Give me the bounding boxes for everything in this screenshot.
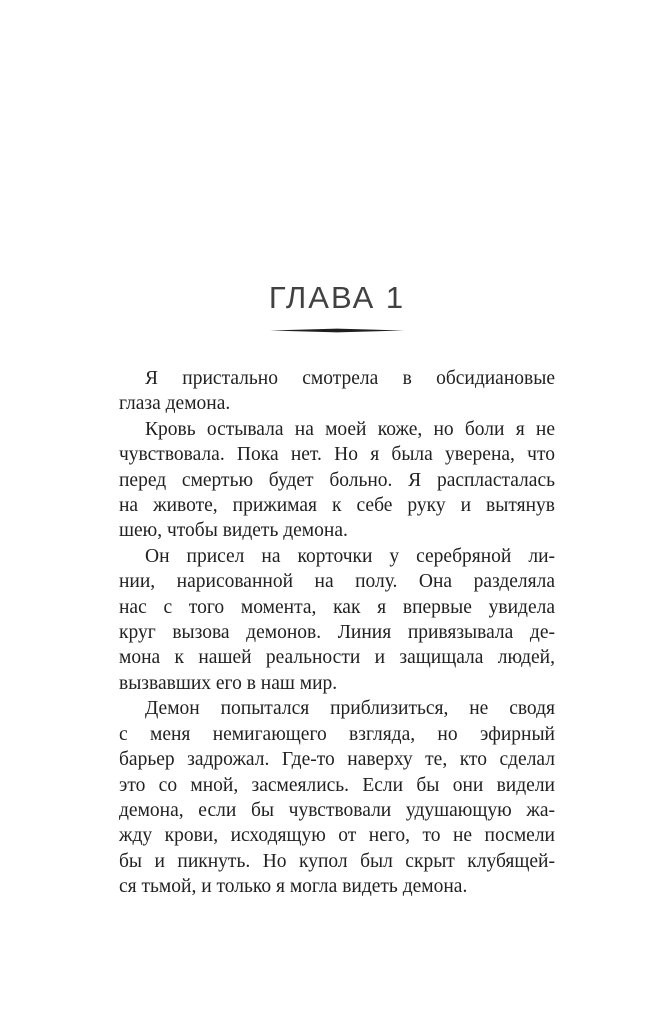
text-line: нас с того момента, как я впервые увидела <box>119 596 555 618</box>
chapter-divider-ornament <box>270 328 404 333</box>
chapter-title: ГЛАВА 1 <box>268 280 406 315</box>
paragraph <box>119 696 555 899</box>
text-line: Кровь остывала на моей коже, но боли я не <box>145 418 555 440</box>
text-line: шею, чтобы видеть демона. <box>119 520 348 542</box>
text-line: перед смертью будет больно. Я распласталась <box>119 469 555 491</box>
text-line: глаза демона. <box>119 393 231 415</box>
text-line: бы и пикнуть. Но купол был скрыт клубящей- <box>119 850 555 872</box>
text-line: нии, нарисованной на полу. Она разделяла <box>119 571 555 593</box>
text-line: это со мной, засмеялись. Если бы они видели <box>119 774 555 796</box>
text-line: чувствовала. Пока нет. Но я была уверена, что <box>119 444 555 466</box>
chapter-body-text <box>119 366 555 900</box>
text-line: Я пристально смотрела в обсидиановые <box>145 368 555 389</box>
chapter-header <box>119 281 555 333</box>
paragraph <box>119 544 555 696</box>
text-line: с меня немигающего взгляда, но эфирный <box>119 723 555 745</box>
text-line: на животе, прижимая к себе руку и вытянув <box>119 495 555 517</box>
text-line: демона, если бы чувствовали удушающую жа- <box>119 799 555 821</box>
text-line: Он присел на корточки у серебряной ли- <box>145 545 555 567</box>
text-line: Демон попытался приблизиться, не сводя <box>145 698 555 720</box>
paragraph <box>119 366 555 417</box>
text-line: вызвавших его в наш мир. <box>119 672 338 694</box>
text-line: мона к нашей реальности и защищала людей, <box>119 647 555 669</box>
text-line: ся тьмой, и только я могла видеть демона. <box>119 876 468 898</box>
paragraph <box>119 417 555 544</box>
text-line: жду крови, исходящую от него, то не посмели <box>119 825 555 847</box>
text-line: круг вызова демонов. Линия привязывала де- <box>119 622 555 644</box>
text-line: барьер задрожал. Где-то наверху те, кто сделал <box>119 749 555 771</box>
